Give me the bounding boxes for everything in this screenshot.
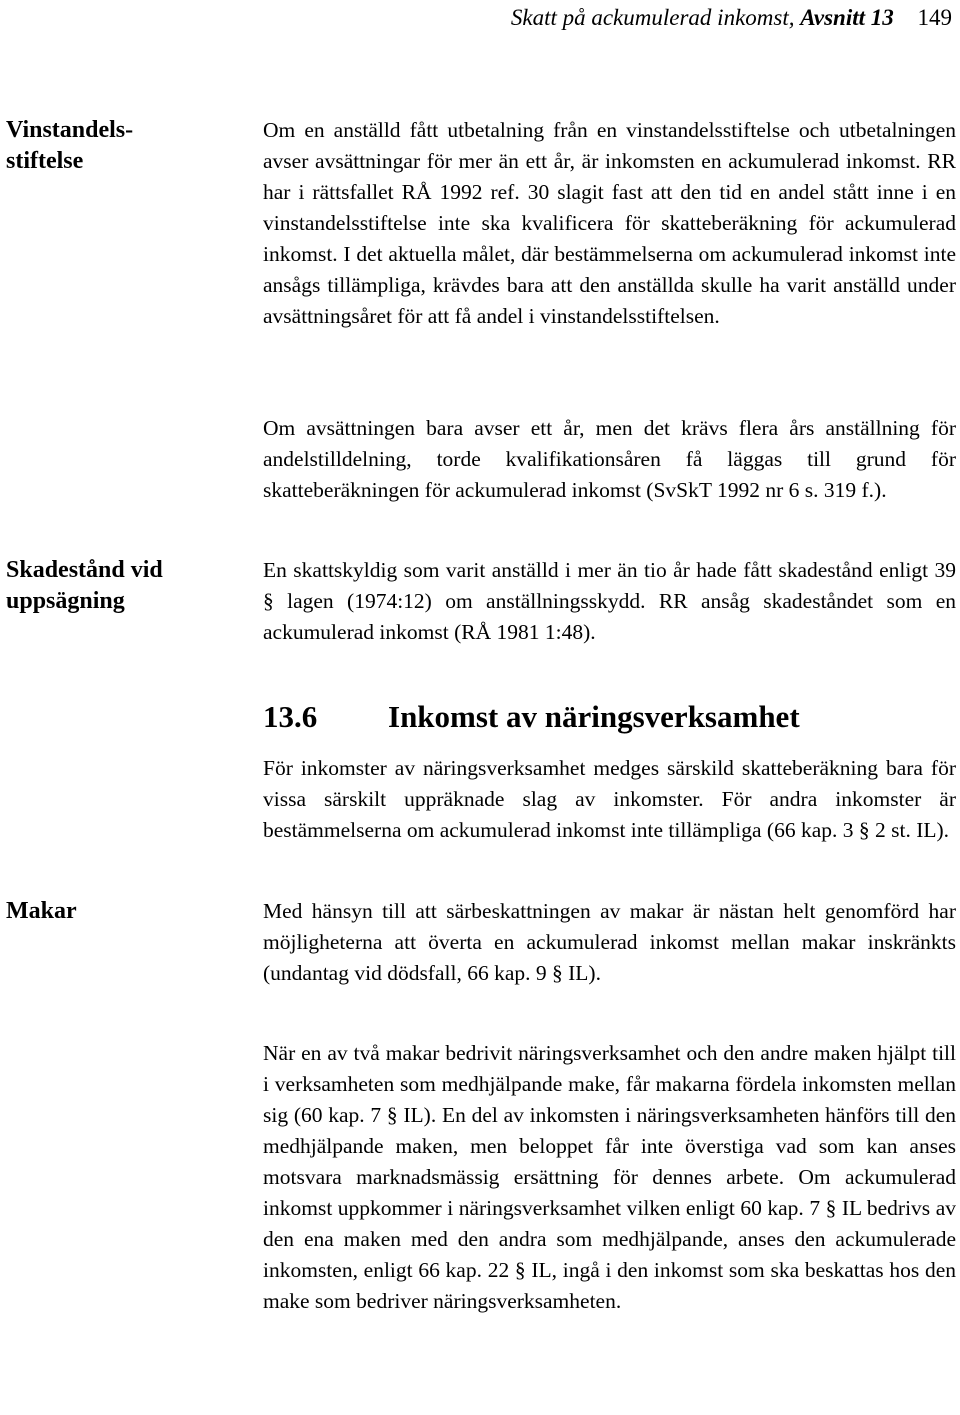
running-header bbox=[511, 0, 952, 36]
margin-note-makar: Makar bbox=[6, 898, 77, 924]
header-title: Skatt på ackumulerad inkomst, bbox=[510, 5, 795, 30]
section-title: Inkomst av näringsverksamhet bbox=[388, 699, 800, 734]
paragraph-vinstandel-1 bbox=[263, 115, 956, 332]
section-number: 13.6 bbox=[263, 699, 318, 734]
paragraph-naringsverksamhet bbox=[263, 753, 956, 846]
paragraph-skadestand bbox=[263, 555, 956, 648]
paragraph-text: En skattskyldig som varit anställd i mer än tio år hade fått skadestånd enligt 39 § lagen (1974:12) om anställningsskydd. RR ansåg skadeståndet som en ackumulerad inkomst (RÅ 1981 1:48). bbox=[263, 558, 956, 644]
margin-note-vinstandelsstiftelse: Vinstandels-stiftelse bbox=[6, 117, 134, 174]
paragraph-makar-2 bbox=[263, 1038, 956, 1317]
paragraph-text: Om en anställd fått utbetalning från en vinstandelsstiftelse och utbetalningen avser avsättningar för mer än ett år, är inkomsten en ackumulerad inkomst. RR har i rättsfallet RÅ 1992 ref. 30 slagit fast att den tid en andel stått inne i en vinstandelsstiftelse inte ska kvalificera för skatteberäkning för ackumulerad inkomst. I det aktuella målet, där bestämmelserna om ackumulerad inkomst inte ansågs tillämpliga, krävdes bara att den anställda skulle ha varit anställd under avsättningsåret för att få andel i vinstandelsstiftelsen. bbox=[263, 118, 956, 328]
paragraph-text: När en av två makar bedrivit näringsverksamhet och den andre maken hjälpt till i verksamheten som medhjälpande make, får makarna fördela inkomsten mellan sig (60 kap. 7 § IL). En del av inkomsten i näringsverksamheten hänförs till den medhjälpande maken, men beloppet får inte överstiga vad som kan anses motsvara marknadsmässig ersättning för dennes arbete. Om ackumulerad inkomst uppkommer i näringsverksamhet vilken enligt 60 kap. 7 § IL bedrivs av den ena maken med den andra som medhjälpande, anses den ackumulerade inkomsten, enligt 66 kap. 22 § IL, ingå i den inkomst som ska beskattas hos den make som bedriver näringsverksamheten. bbox=[263, 1041, 956, 1313]
section-heading bbox=[263, 697, 800, 737]
margin-note-skadestand: Skadestånd vid uppsägning bbox=[6, 557, 163, 614]
paragraph-vinstandel-2 bbox=[263, 413, 956, 506]
paragraph-text: Med hänsyn till att särbeskattningen av makar är nästan helt genomförd har möjligheterna att överta en ackumulerad inkomst mellan makar inskränkts (undantag vid dödsfall, 66 kap. 9 § IL). bbox=[263, 899, 956, 985]
page-number: 149 bbox=[917, 5, 952, 30]
paragraph-makar-1 bbox=[263, 896, 956, 989]
paragraph-text: För inkomster av näringsverksamhet medges särskild skatteberäkning bara för vissa särskilt uppräknade slag av inkomster. För andra inkomster är bestämmelserna om ackumulerad inkomst inte tillämpliga (66 kap. 3 § 2 st. IL). bbox=[263, 756, 956, 842]
header-section: Avsnitt 13 bbox=[800, 5, 894, 30]
paragraph-text: Om avsättningen bara avser ett år, men det krävs flera års anställning för andelstilldelning, torde kvalifikationsåren få läggas till grund för skatteberäkningen för ackumulerad inkomst (SvSkT 1992 nr 6 s. 319 f.). bbox=[263, 416, 956, 502]
